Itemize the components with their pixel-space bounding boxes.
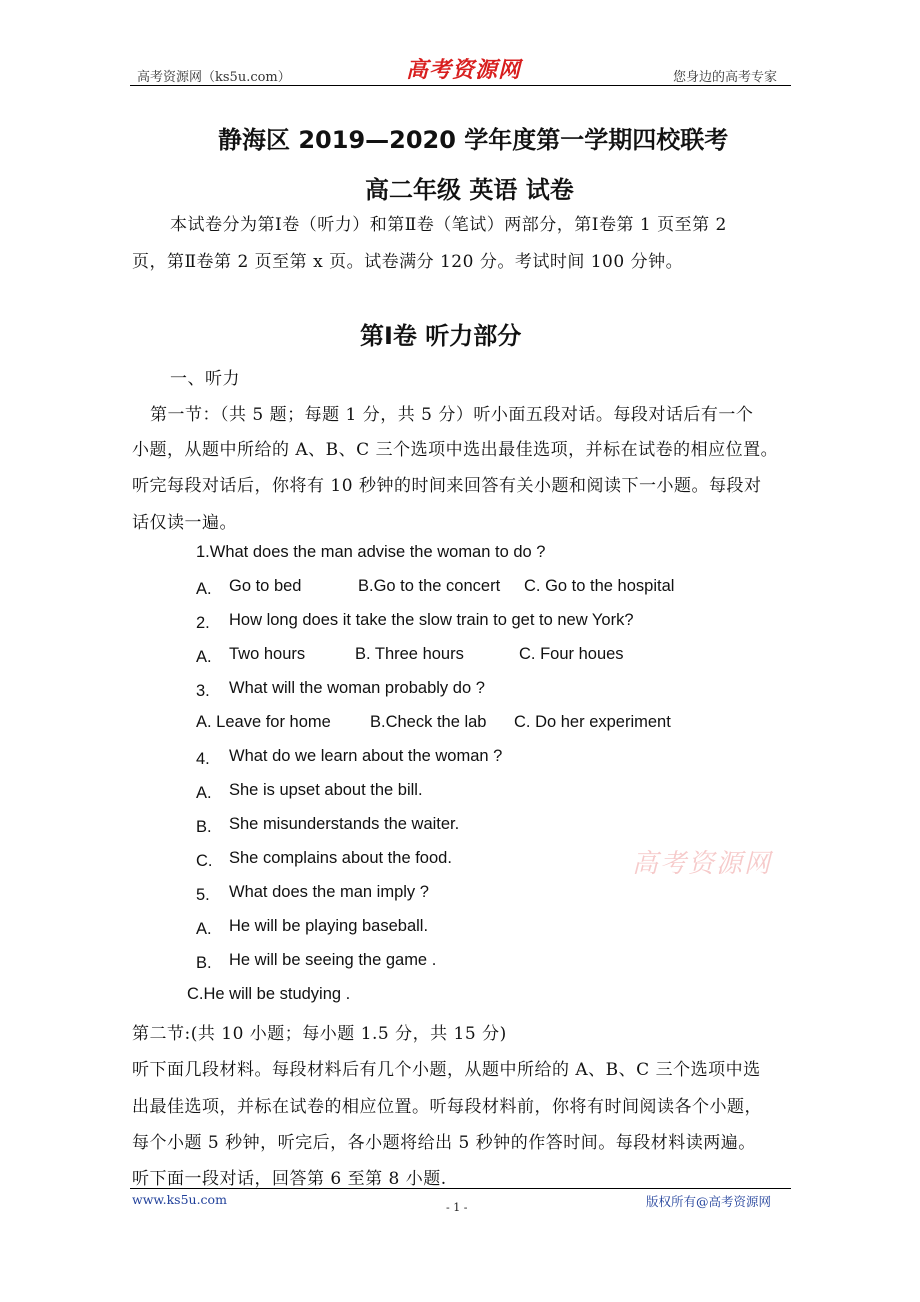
- q2-option-c: C. Four houes: [519, 645, 624, 663]
- question-2: How long does it take the slow train to get to new York?: [229, 611, 634, 629]
- exam-title: 静海区 2019—2020 学年度第一学期四校联考: [218, 126, 729, 154]
- footer-site-link[interactable]: www.ks5u.com: [132, 1192, 227, 1207]
- page-number: - 1 -: [446, 1201, 468, 1214]
- q2-option-a-marker: A.: [196, 648, 212, 666]
- listening-part-label: 一、听力: [170, 369, 240, 389]
- q3-number: 3.: [196, 682, 210, 700]
- part2-instruction-1: 听下面几段材料。每段材料后有几个小题，从题中所给的 A、B、C 三个选项中选: [132, 1060, 761, 1080]
- question-5: What does the man imply ?: [229, 883, 429, 901]
- question-4: What do we learn about the woman ?: [229, 747, 503, 765]
- question-3: What will the woman probably do ?: [229, 679, 485, 697]
- header-logo: 高考资源网: [406, 57, 522, 83]
- q2-option-b: B. Three hours: [355, 645, 464, 663]
- header-site-name: 高考资源网（ks5u.com）: [137, 70, 291, 85]
- q3-option-a: A. Leave for home: [196, 713, 331, 731]
- exam-subtitle: 高二年级 英语 试卷: [365, 176, 574, 204]
- q1-option-c: C. Go to the hospital: [524, 577, 675, 595]
- q5-option-b-marker: B.: [196, 954, 212, 972]
- intro-line-2: 页，第Ⅱ卷第 2 页至第 x 页。试卷满分 120 分。考试时间 100 分钟。: [132, 252, 684, 272]
- footer-rule: [130, 1188, 791, 1189]
- q1-option-a: Go to bed: [229, 577, 302, 595]
- q4-option-b-marker: B.: [196, 818, 212, 836]
- q2-number: 2.: [196, 614, 210, 632]
- q5-option-c: C.He will be studying .: [187, 985, 351, 1003]
- part1-instruction-3: 听完每段对话后，你将有 10 秒钟的时间来回答有关小题和阅读下一小题。每段对: [132, 476, 762, 496]
- q2-option-a: Two hours: [229, 645, 306, 663]
- header-rule: [130, 85, 791, 86]
- q5-option-a: He will be playing baseball.: [229, 917, 429, 935]
- q5-option-b: He will be seeing the game .: [229, 951, 437, 969]
- part1-instruction-4: 话仅读一遍。: [132, 513, 237, 533]
- watermark: 高考资源网: [632, 849, 773, 879]
- part2-instruction-3: 每个小题 5 秒钟，听完后，各小题将给出 5 秒钟的作答时间。每段材料读两遍。: [132, 1133, 756, 1153]
- q1-option-a-marker: A.: [196, 580, 212, 598]
- q3-option-b: B.Check the lab: [370, 713, 487, 731]
- part2-heading: 第二节:(共 10 小题；每小题 1.5 分，共 15 分): [132, 1024, 507, 1044]
- q4-option-a: She is upset about the bill.: [229, 781, 423, 799]
- q5-number: 5.: [196, 886, 210, 904]
- section-1-heading: 第Ⅰ卷 听力部分: [360, 322, 522, 350]
- q3-option-c: C. Do her experiment: [514, 713, 671, 731]
- q4-number: 4.: [196, 750, 210, 768]
- intro-line-1: 本试卷分为第Ⅰ卷（听力）和第Ⅱ卷（笔试）两部分，第Ⅰ卷第 1 页至第 2: [170, 215, 727, 235]
- part2-instruction-2: 出最佳选项，并标在试卷的相应位置。听每段材料前，你将有时间阅读各个小题，: [132, 1097, 762, 1117]
- q4-option-b: She misunderstands the waiter.: [229, 815, 460, 833]
- q5-option-a-marker: A.: [196, 920, 212, 938]
- header-slogan: 您身边的高考专家: [673, 70, 778, 85]
- q4-option-c: She complains about the food.: [229, 849, 452, 867]
- q1-option-b: B.Go to the concert: [358, 577, 501, 595]
- question-1: 1.What does the man advise the woman to do ?: [196, 543, 546, 561]
- q4-option-a-marker: A.: [196, 784, 212, 802]
- part1-instruction-2: 小题，从题中所给的 A、B、C 三个选项中选出最佳选项，并标在试卷的相应位置。: [132, 440, 779, 460]
- part2-instruction-4: 听下面一段对话，回答第 6 至第 8 小题.: [132, 1169, 447, 1189]
- q4-option-c-marker: C.: [196, 852, 213, 870]
- part1-instruction-1: 第一节：（共 5 题；每题 1 分，共 5 分）听小面五段对话。每段对话后有一个: [150, 405, 754, 425]
- footer-copyright: 版权所有@高考资源网: [646, 1194, 772, 1209]
